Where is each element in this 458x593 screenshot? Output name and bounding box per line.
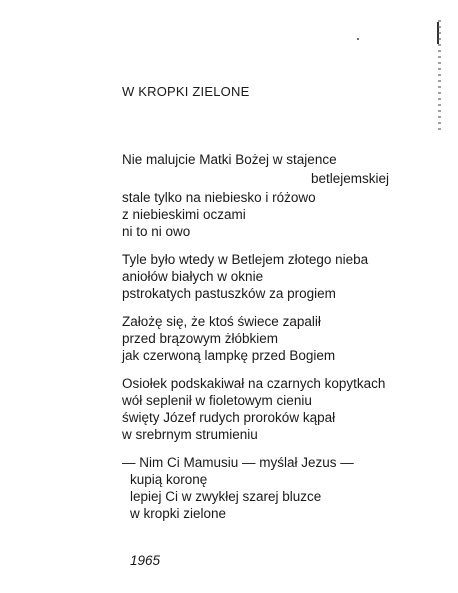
poem-year: 1965 xyxy=(130,553,161,568)
poem-title: W KROPKI ZIELONE xyxy=(122,84,250,99)
scan-speck xyxy=(357,38,359,40)
poem-line: w kropki zielone xyxy=(130,506,227,521)
poem-line: ni to ni owo xyxy=(122,224,191,239)
poem-line: z niebieskimi oczami xyxy=(122,207,246,222)
poem-line: Założę się, że ktoś świece zapalił xyxy=(122,314,321,329)
poem-line: w srebrnym strumieniu xyxy=(122,427,258,442)
poem-line: aniołów białych w oknie xyxy=(122,269,264,284)
poem-line: Nie malujcie Matki Bożej w stajence xyxy=(122,152,337,167)
poem-line: wół seplenił w fioletowym cieniu xyxy=(122,393,312,408)
poem-line: Osiołek podskakiwał na czarnych kopytkach xyxy=(122,376,386,391)
poem-line: stale tylko na niebiesko i różowo xyxy=(122,190,316,205)
poem-line: Tyle było wtedy w Betlejem złotego nieba xyxy=(122,252,369,267)
poem-line: święty Józef rudych proroków kąpał xyxy=(122,410,336,425)
poem-line: przed brązowym żłóbkiem xyxy=(122,331,279,346)
poem-line: pstrokatych pastuszków za progiem xyxy=(122,286,336,301)
poem-line: betlejemskiej xyxy=(311,171,390,186)
poem-line: — Nim Ci Mamusiu — myślał Jezus — xyxy=(122,455,354,470)
poem-line: lepiej Ci w zwykłej szarej bluzce xyxy=(130,489,322,504)
poem-line: jak czerwoną lampkę przed Bogiem xyxy=(122,348,336,363)
scan-edge-dashes xyxy=(438,20,441,130)
poem-line: kupią koronę xyxy=(130,472,208,487)
